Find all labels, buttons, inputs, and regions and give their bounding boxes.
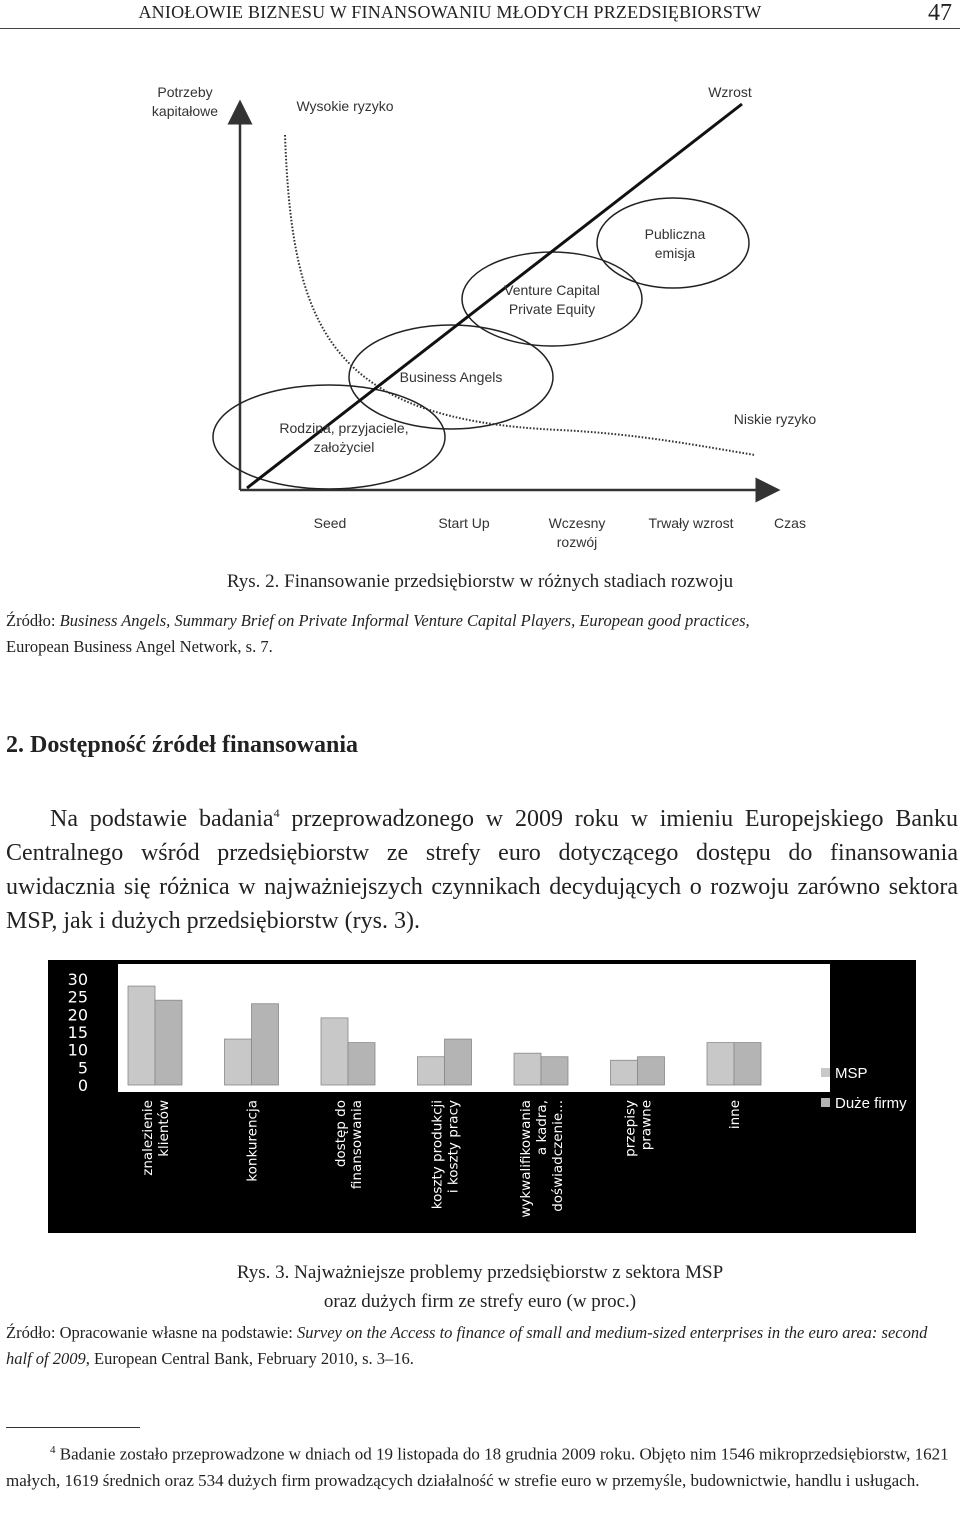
stage-sustained-growth: Trwały wzrost	[648, 515, 734, 531]
bar-msp	[128, 986, 155, 1085]
figure-2-caption: Rys. 2. Finansowanie przedsiębiorstw w różnych stadiach rozwoju	[226, 571, 734, 592]
legend-swatch	[821, 1068, 830, 1077]
bar-value-label: 7	[618, 1039, 630, 1060]
footnote-reference[interactable]: 4	[273, 806, 280, 820]
category-label: wykwalifikowania	[518, 1100, 534, 1218]
body-paragraph: Na podstawie badania$^4$ przeprowadzonego w 2009 roku w imieniu Europejskiego Banku Centralnego wśród przedsiębiorstw ze strefy euro dotyczącego dostępu do finansowania uwidacznia się różnica w najważniejszych czynnikach decydujących o rozwoju zarówno sektora MSP, jak i dużych przedsiębiorstw (rys. 3).	[6, 806, 959, 934]
bar-value-label: 12	[350, 1021, 373, 1042]
category-label: doświadczenie...	[550, 1100, 566, 1212]
stage-early-growth: Wczesny rozwój	[548, 515, 606, 550]
stage-startup: Start Up	[438, 515, 490, 531]
bar-duze-firmy	[541, 1057, 568, 1085]
figure-3-source: Źródło: Opracowanie własne na podstawie: Survey on the Access to finance of small and medium-sized enterprises in the euro area: second half of 2009, European Central Bank, February 2010, s. 3–16.	[6, 1323, 928, 1368]
category-label: klientów	[156, 1100, 172, 1157]
vc-label: Venture Capital Private Equity	[504, 282, 600, 317]
stage-seed: Seed	[313, 515, 347, 531]
y-tick-label: 30	[67, 970, 88, 989]
bar-msp	[514, 1053, 541, 1085]
bar-msp	[225, 1039, 252, 1085]
bar-duze-firmy	[445, 1039, 472, 1085]
category-label: konkurencja	[244, 1100, 261, 1182]
high-risk-label: Wysokie ryzyko	[296, 98, 394, 114]
y-tick-label: 20	[67, 1005, 88, 1025]
bar-duze-firmy	[348, 1043, 375, 1085]
bar-value-label: 12	[709, 1021, 732, 1042]
bar-duze-firmy	[734, 1043, 761, 1085]
category-label: i koszty pracy	[445, 1100, 462, 1194]
low-risk-label: Niskie ryzyko	[733, 411, 817, 427]
category-label: znalezienie	[140, 1100, 156, 1176]
running-header: ANIOŁOWIE BIZNESU W FINANSOWANIU MŁODYCH PRZEDSIĘBIORSTW	[138, 2, 762, 22]
growth-label: Wzrost	[708, 84, 752, 100]
bar-value-label: 24	[157, 979, 180, 1000]
bar-value-label: 12	[736, 1021, 759, 1042]
bar-value-label: 8	[425, 1035, 437, 1056]
y-tick-label: 0	[77, 1076, 88, 1095]
bar-msp	[707, 1043, 734, 1085]
bar-value-label: 23	[254, 982, 276, 1003]
bar-msp	[418, 1057, 445, 1085]
footnote-marker: 4	[50, 1444, 56, 1456]
y-tick-label: 15	[67, 1023, 88, 1042]
legend-label: Duże firmy	[835, 1095, 907, 1112]
bar-value-label: 8	[549, 1035, 560, 1056]
bar-value-label: 9	[522, 1032, 533, 1053]
category-label: dostęp do	[333, 1100, 349, 1168]
footnote: $^4$ Badanie zostało przeprowadzone w dniach od 19 listopada do 18 grudnia 2009 roku. Objęto nim 1546 mikroprzedsiębiorstw, 1621 małych, 1619 średnich oraz 534 dużych firm prowadzących działalność w strefie euro w przemyśle, budownictwie, handlu i usługach.	[6, 1444, 949, 1490]
section-heading: 2. Dostępność źródeł finansowania	[6, 732, 359, 758]
footnote-rule	[6, 1427, 140, 1428]
category-label: prawne	[638, 1100, 655, 1151]
angels-label: Business Angels	[399, 369, 503, 385]
bar-value-label: 8	[645, 1035, 657, 1056]
bar-msp	[611, 1060, 638, 1085]
bar-msp	[321, 1018, 348, 1085]
bar-value-label: 13	[447, 1018, 469, 1039]
bar-value-label: 19	[323, 996, 346, 1017]
y-tick-label: 5	[77, 1058, 88, 1078]
category-label: przepisy	[622, 1100, 639, 1157]
bar-duze-firmy	[638, 1057, 665, 1085]
bar-duze-firmy	[252, 1004, 279, 1085]
category-label: finansowania	[349, 1100, 365, 1190]
family-label: Rodzina, przyjaciele, założyciel	[279, 420, 409, 455]
legend-label: MSP	[835, 1065, 868, 1082]
stage-time: Czas	[774, 515, 806, 531]
bar-duze-firmy	[155, 1000, 182, 1085]
category-label: koszty produkcji	[429, 1100, 446, 1210]
y-tick-label: 25	[67, 987, 88, 1007]
page-number: 47	[928, 0, 952, 26]
y-tick-label: 10	[67, 1040, 88, 1060]
bar-value-label: 13	[227, 1018, 249, 1039]
bar-value-label: 28	[130, 965, 153, 986]
y-axis-label: Potrzeby kapitałowe	[151, 84, 219, 119]
category-label: a kadra,	[534, 1100, 550, 1156]
bar-chart	[48, 960, 916, 1233]
legend-swatch	[821, 1098, 830, 1107]
figure-2-source: Źródło: Business Angels, Summary Brief on Private Informal Venture Capital Players, European good practices, European Business Angel Network, s. 7.	[6, 611, 750, 656]
category-label: inne	[727, 1100, 743, 1130]
ipo-label: Publiczna emisja	[644, 226, 706, 261]
figure-3-caption: Rys. 3. Najważniejsze problemy przedsiębiorstw z sektora MSP oraz dużych firm ze strefy euro (w proc.)	[236, 1262, 724, 1312]
